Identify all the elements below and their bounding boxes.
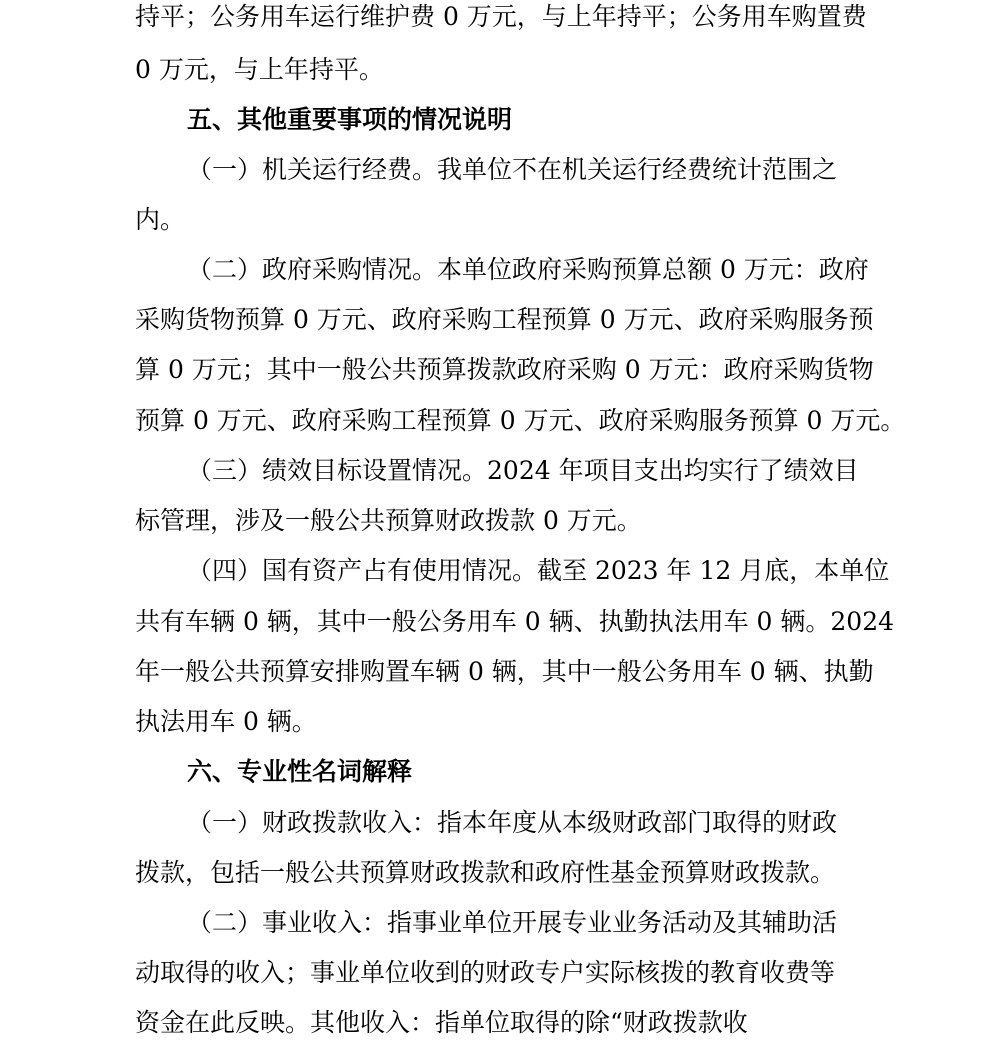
text-line: （二）政府采购情况。本单位政府采购预算总额 0 万元：政府 bbox=[187, 255, 869, 284]
text-line: 持平；公务用车运行维护费 0 万元，与上年持平；公务用车购置费 bbox=[135, 2, 867, 31]
text-line: 共有车辆 0 辆，其中一般公务用车 0 辆、执勤执法用车 0 辆。2024 bbox=[135, 607, 895, 636]
text-line: 内。 bbox=[135, 205, 186, 234]
text-line: 执法用车 0 辆。 bbox=[135, 707, 317, 736]
text-line: 动取得的收入；事业单位收到的财政专户实际核拨的教育收费等 bbox=[135, 958, 836, 987]
section-heading: 六、专业性名词解释 bbox=[187, 757, 413, 786]
text-line: （一）财政拨款收入：指本年度从本级财政部门取得的财政 bbox=[187, 808, 838, 837]
text-line: 算 0 万元；其中一般公共预算拨款政府采购 0 万元：政府采购货物 bbox=[135, 355, 874, 384]
text-line: 年一般公共预算安排购置车辆 0 辆，其中一般公务用车 0 辆、执勤 bbox=[135, 657, 874, 686]
text-line: （二）事业收入：指事业单位开展专业业务活动及其辅助活 bbox=[187, 908, 838, 937]
text-line: 标管理，涉及一般公共预算财政拨款 0 万元。 bbox=[135, 506, 642, 535]
text-line: （一）机关运行经费。我单位不在机关运行经费统计范围之 bbox=[187, 155, 838, 184]
text-line: （四）国有资产占有使用情况。截至 2023 年 12 月底，本单位 bbox=[187, 556, 890, 585]
text-line: （三）绩效目标设置情况。2024 年项目支出均实行了绩效目 bbox=[187, 456, 859, 485]
text-line: 拨款，包括一般公共预算财政拨款和政府性基金预算财政拨款。 bbox=[135, 858, 836, 887]
text-line: 预算 0 万元、政府采购工程预算 0 万元、政府采购服务预算 0 万元。 bbox=[135, 406, 906, 435]
text-line: 0 万元，与上年持平。 bbox=[135, 55, 384, 84]
text-line: 资金在此反映。其他收入：指单位取得的除“财政拨款收 bbox=[135, 1008, 748, 1037]
section-heading: 五、其他重要事项的情况说明 bbox=[187, 105, 513, 134]
text-line: 采购货物预算 0 万元、政府采购工程预算 0 万元、政府采购服务预 bbox=[135, 305, 874, 334]
